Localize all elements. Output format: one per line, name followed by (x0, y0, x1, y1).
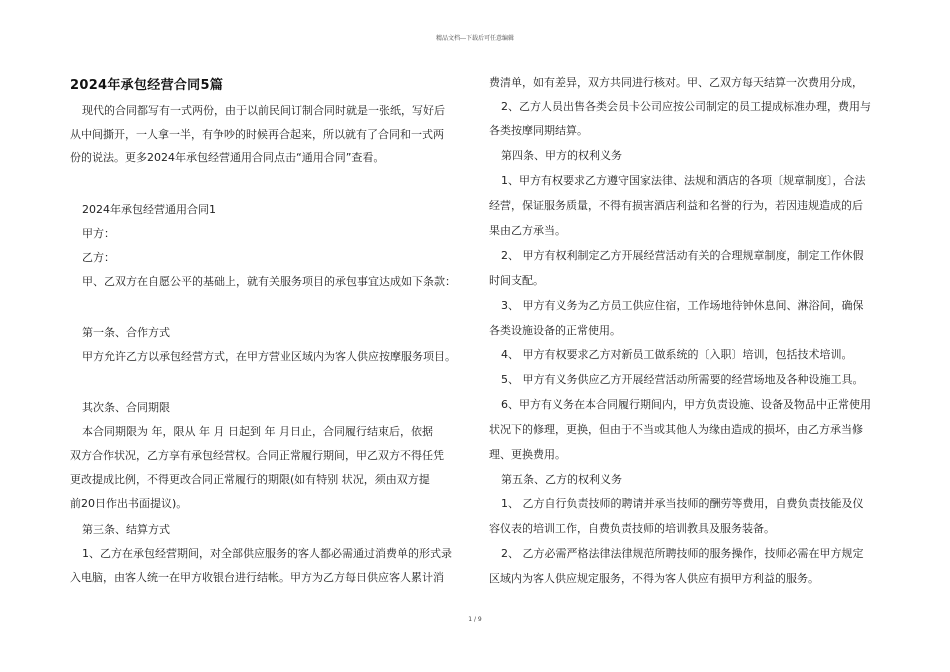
text-line: 3、 甲方有义务为乙方员工供应住宿，工作场地待钟休息间、淋浴间，确保 (501, 299, 864, 312)
text-line: 其次条、合同期限 (82, 401, 170, 414)
text-line: 2、 甲方有权利制定乙方开展经营活动有关的合理规章制度，制定工作休假 (501, 249, 864, 262)
text-line: 各类按摩同期结算。 (489, 124, 588, 137)
text-line: 第四条、甲方的权利义务 (501, 149, 622, 162)
text-line: 甲方允许乙方以承包经营方式，在甲方营业区域内为客人供应按摩服务项目。 (82, 350, 456, 363)
text-line: 第五条、乙方的权利义务 (501, 473, 622, 486)
text-line: 1、乙方在承包经营期间，对全部供应服务的客人都必需通过消费单的形式录 (82, 547, 452, 560)
text-line: 前20日作出书面提议)。 (70, 497, 188, 510)
text-line: 容仪表的培训工作，自费负责技师的培训教具及服务装备。 (489, 522, 775, 535)
text-line: 各类设施设备的正常使用。 (489, 324, 621, 337)
text-line: 双方合作状况，乙方享有承包经营权。合同正常履行期间，甲乙双方不得任凭 (70, 449, 444, 462)
text-line: 5、 甲方有义务供应乙方开展经营活动所需要的经营场地及各种设施工具。 (501, 373, 864, 386)
text-line: 1、 乙方自行负责技师的聘请并承当技师的酬劳等费用，自费负责技能及仪 (501, 497, 864, 510)
text-line: 本合同期限为 年，限从 年 月 日起到 年 月日止，合同履行结束后，依据 (82, 425, 433, 438)
text-line: 1、甲方有权要求乙方遵守国家法律、法规和酒店的各项〔规章制度〕，合法 (501, 174, 866, 187)
text-line: 状况下的修理，更换，但由于不当或其他人为缘由造成的损坏，由乙方承当修 (489, 423, 863, 436)
text-line: 更改提成比例，不得更改合同正常履行的期限(如有特别 状况，须由双方提 (70, 473, 430, 486)
text-line: 2、 乙方必需严格法律法律规范所聘技师的服务操作，技师必需在甲方规定 (501, 547, 864, 560)
text-line: 第一条、合作方式 (82, 326, 170, 339)
text-line: 乙方： (82, 251, 115, 264)
page-number: 1 / 9 (468, 616, 482, 623)
text-line: 第三条、结算方式 (82, 523, 170, 536)
text-line: 果由乙方承当。 (489, 224, 566, 237)
text-line: 甲、乙双方在自愿公平的基础上，就有关服务项目的承包事宜达成如下条款： (82, 275, 456, 288)
text-line: 入电脑，由客人统一在甲方收银台进行结帐。甲方为乙方每日供应客人累计消 (70, 571, 444, 584)
text-line: 区域内为客人供应规定服务，不得为客人供应有损甲方利益的服务。 (489, 572, 819, 585)
text-line: 份的说法。更多2024年承包经营通用合同点击“通用合同”查看。 (70, 151, 385, 164)
text-line: 现代的合同都写有一式两份，由于以前民间订制合同时就是一张纸，写好后 (82, 104, 445, 117)
text-line: 2、乙方人员出售各类会员卡公司应按公司制定的员工提成标准办理，费用与 (501, 100, 871, 113)
text-line: 2024年承包经营通用合同1 (82, 203, 216, 216)
text-line: 4、 甲方有权要求乙方对新员工做系统的〔入职〕培训，包括技术培训。 (501, 348, 853, 361)
text-line: 费清单，如有差异，双方共同进行核对。甲、乙双方每天结算一次费用分成， (489, 76, 863, 89)
page-header: 精品文档---下载后可任意编辑 (435, 35, 515, 42)
text-line: 理、更换费用。 (489, 448, 566, 461)
text-line: 甲方： (82, 227, 115, 240)
text-line: 经营，保证服务质量，不得有损害酒店利益和名誉的行为，若因违规造成的后 (489, 199, 863, 212)
document-title: 2024年承包经营合同5篇 (70, 78, 224, 93)
text-line: 时间支配。 (489, 274, 544, 287)
text-line: 从中间撕开，一人拿一半，有争吵的时候再合起来，所以就有了合同和一式两 (70, 128, 444, 141)
text-line: 6、甲方有义务在本合同履行期间内，甲方负责设施、设备及物品中正常使用 (501, 398, 871, 411)
